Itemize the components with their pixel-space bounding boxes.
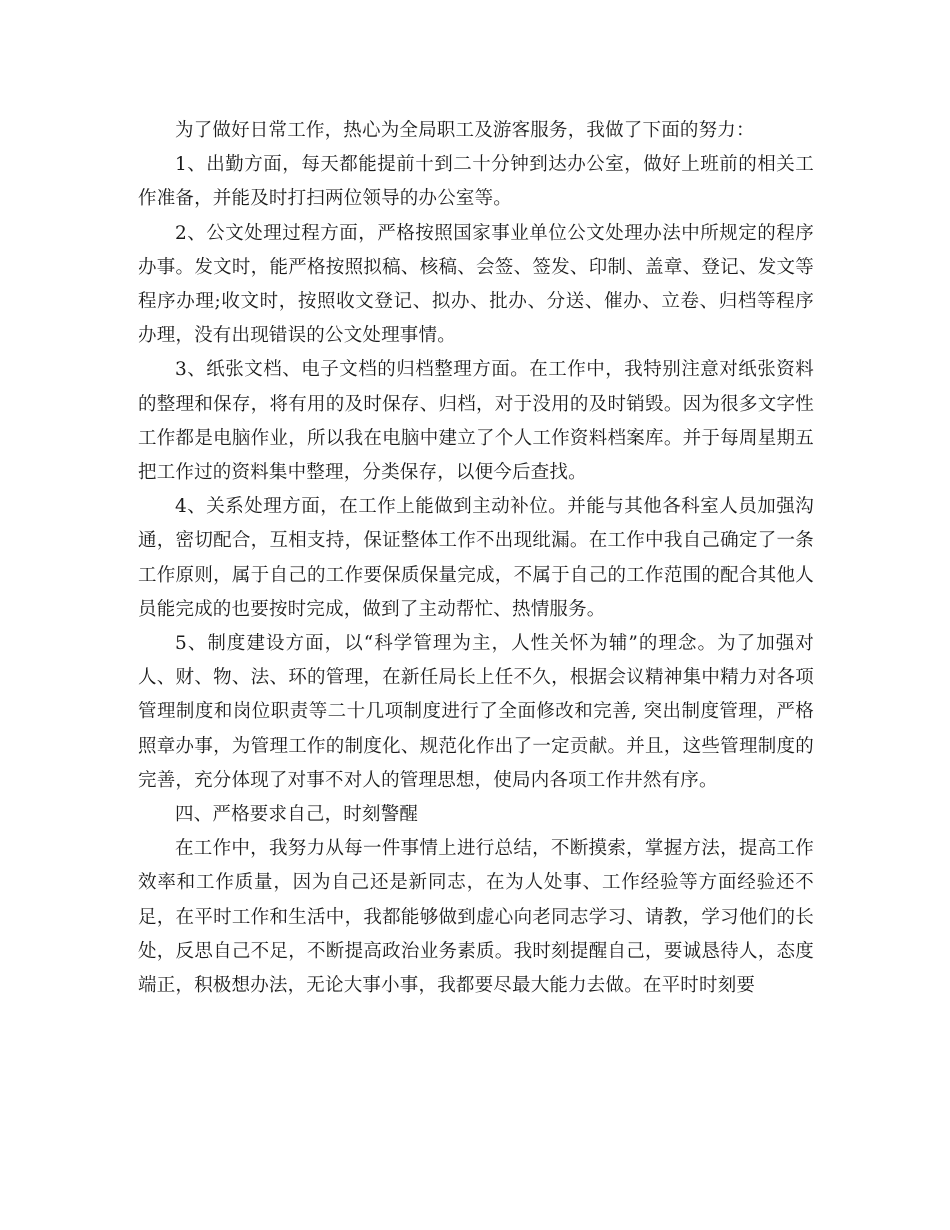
paragraph-self-improvement: 在工作中，我努力从每一件事情上进行总结，不断摸索，掌握方法，提高工作效率和工作质量，因为自己还是新同志，在为人处事、工作经验等方面经验还不足，在平时工作和生活中，我都能够做到虚心向老同志学习、请教，学习他们的长处，反思自己不足，不断提高政治业务素质。我时刻提醒自己，要诚恳待人，态度端正，积极想办法，无论大事小事，我都要尽最大能力去做。在平时时刻要 [138,838,814,997]
paragraph-archiving: 3、纸张文档、电子文档的归档整理方面。在工作中，我特别注意对纸张资料的整理和保存，将有用的及时保存、归档，对于没用的及时销毁。因为很多文字性工作都是电脑作业，所以我在电脑中建立了个人工作资料档案库。并于每周星期五把工作过的资料集中整理，分类保存，以便今后查找。 [138,359,814,484]
paragraph-relations: 4、关系处理方面，在工作上能做到主动补位。并能与其他各科室人员加强沟通，密切配合，互相支持，保证整体工作不出现纰漏。在工作中我自己确定了一条工作原则，属于自己的工作要保质保量完成，不属于自己的工作范围的配合其他人员能完成的也要按时完成，做到了主动帮忙、热情服务。 [138,496,814,620]
paragraph-document-processing: 2、公文处理过程方面，严格按照国家事业单位公文处理办法中所规定的程序办事。发文时，能严格按照拟稿、核稿、会签、签发、印制、盖章、登记、发文等程序办理;收文时，按照收文登记、拟办、批办、分送、催办、立卷、归档等程序办理，没有出现错误的公文处理事情。 [138,222,814,347]
section-heading-self-discipline: 四、严格要求自己，时刻警醒 [175,804,419,826]
paragraph-intro: 为了做好日常工作，热心为全局职工及游客服务，我做了下面的努力： [175,120,755,141]
paragraph-attendance: 1、出勤方面，每天都能提前十到二十分钟到达办公室，做好上班前的相关工作准备，并能及时打扫两位领导的办公室等。 [138,154,814,210]
paragraph-system-building: 5、制度建设方面，以“科学管理为主，人性关怀为辅”的理念。为了加强对人、财、物、法、环的管理，在新任局长上任不久，根据会议精神集中精力对各项管理制度和岗位职责等二十几项制度进行了全面修改和完善, 突出制度管理，严格照章办事，为管理工作的制度化、规范化作出了一定贡献。并且，这些管理制度的完善，充分体现了对事不对人的管理思想，使局内各项工作井然有序。 [138,633,814,791]
document-body [138,114,814,1003]
